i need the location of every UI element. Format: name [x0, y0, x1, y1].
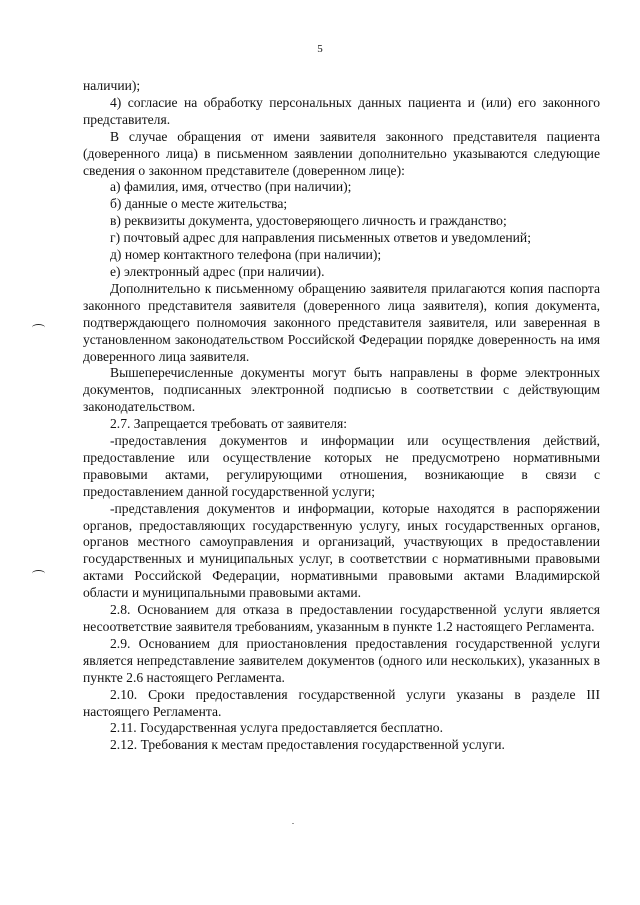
- section-heading: 2.7. Запрещается требовать от заявителя:: [110, 416, 348, 432]
- paragraph: наличии);: [83, 78, 141, 93]
- paragraph: 2.9. Основанием для приостановления предоставления государственной услуги является непредставление заявителем документов (одного или нескольких), указанных в пункте 2.6 настоящего Регламента.: [83, 635, 600, 685]
- paragraph: 2.10. Сроки предоставления государственной услуги указаны в разделе III настоящего Регламента.: [83, 686, 600, 719]
- list-item: е) электронный адрес (при наличии).: [110, 263, 325, 279]
- paragraph: 2.12. Требования к местам предоставления государственной услуги.: [110, 737, 505, 753]
- list-item: г) почтовый адрес для направления письменных ответов и уведомлений;: [110, 230, 531, 246]
- paragraph: -представления документов и информации, которые находятся в распоряжении органов, предоставляющих государственную услугу, иных государственных органов, органов местного самоуправления и организаций, участвующих в предоставлении государственных и муниципальных услуг, в соответствии с нормативными правовыми актами Российской Федерации, нормативными правовыми актами Владимирской области и муниципальными правовыми актами.: [83, 500, 600, 601]
- list-item: б) данные о месте жительства;: [110, 196, 288, 212]
- paragraph: 2.11. Государственная услуга предоставляется бесплатно.: [110, 720, 443, 736]
- list-item: а) фамилия, имя, отчество (при наличии);: [110, 179, 352, 195]
- paragraph: Вышеперечисленные документы могут быть направлены в форме электронных документов, подписанных электронной подписью в соответствии с действующим законодательством.: [83, 365, 600, 415]
- paragraph: Дополнительно к письменному обращению заявителя прилагаются копия паспорта законного представителя заявителя (доверенного лица заявителя), копия документа, подтверждающего полномочия законного представителя заявителя, или заверенная в установленном законодательством Российской Федерации порядке доверенность на имя доверенного лица заявителя.: [83, 280, 600, 364]
- list-item: в) реквизиты документа, удостоверяющего личность и гражданство;: [110, 213, 507, 229]
- paragraph: 2.8. Основанием для отказа в предоставлении государственной услуги является несоответствие заявителя требованиям, указанным в пункте 1.2 настоящего Регламента.: [83, 602, 600, 634]
- paragraph: -предоставления документов и информации или осуществления действий, предоставление или осуществление которых не предусмотрено нормативными правовыми актами, регулирующими отношения, возникающие в связи с предоставлением данной государственной услуги;: [83, 433, 600, 499]
- margin-mark: [32, 570, 45, 577]
- document-body: [83, 78, 600, 754]
- scan-speck: [292, 823, 294, 824]
- margin-mark: [32, 324, 45, 331]
- paragraph: В случае обращения от имени заявителя законного представителя пациента (доверенного лица) в письменном заявлении дополнительно указываются следующие сведения о законном представителе (доверенном лице):: [83, 128, 600, 178]
- page-number: 5: [317, 43, 323, 55]
- list-item: д) номер контактного телефона (при наличии);: [110, 247, 382, 263]
- paragraph: 4) согласие на обработку персональных данных пациента и (или) его законного представителя.: [83, 94, 600, 127]
